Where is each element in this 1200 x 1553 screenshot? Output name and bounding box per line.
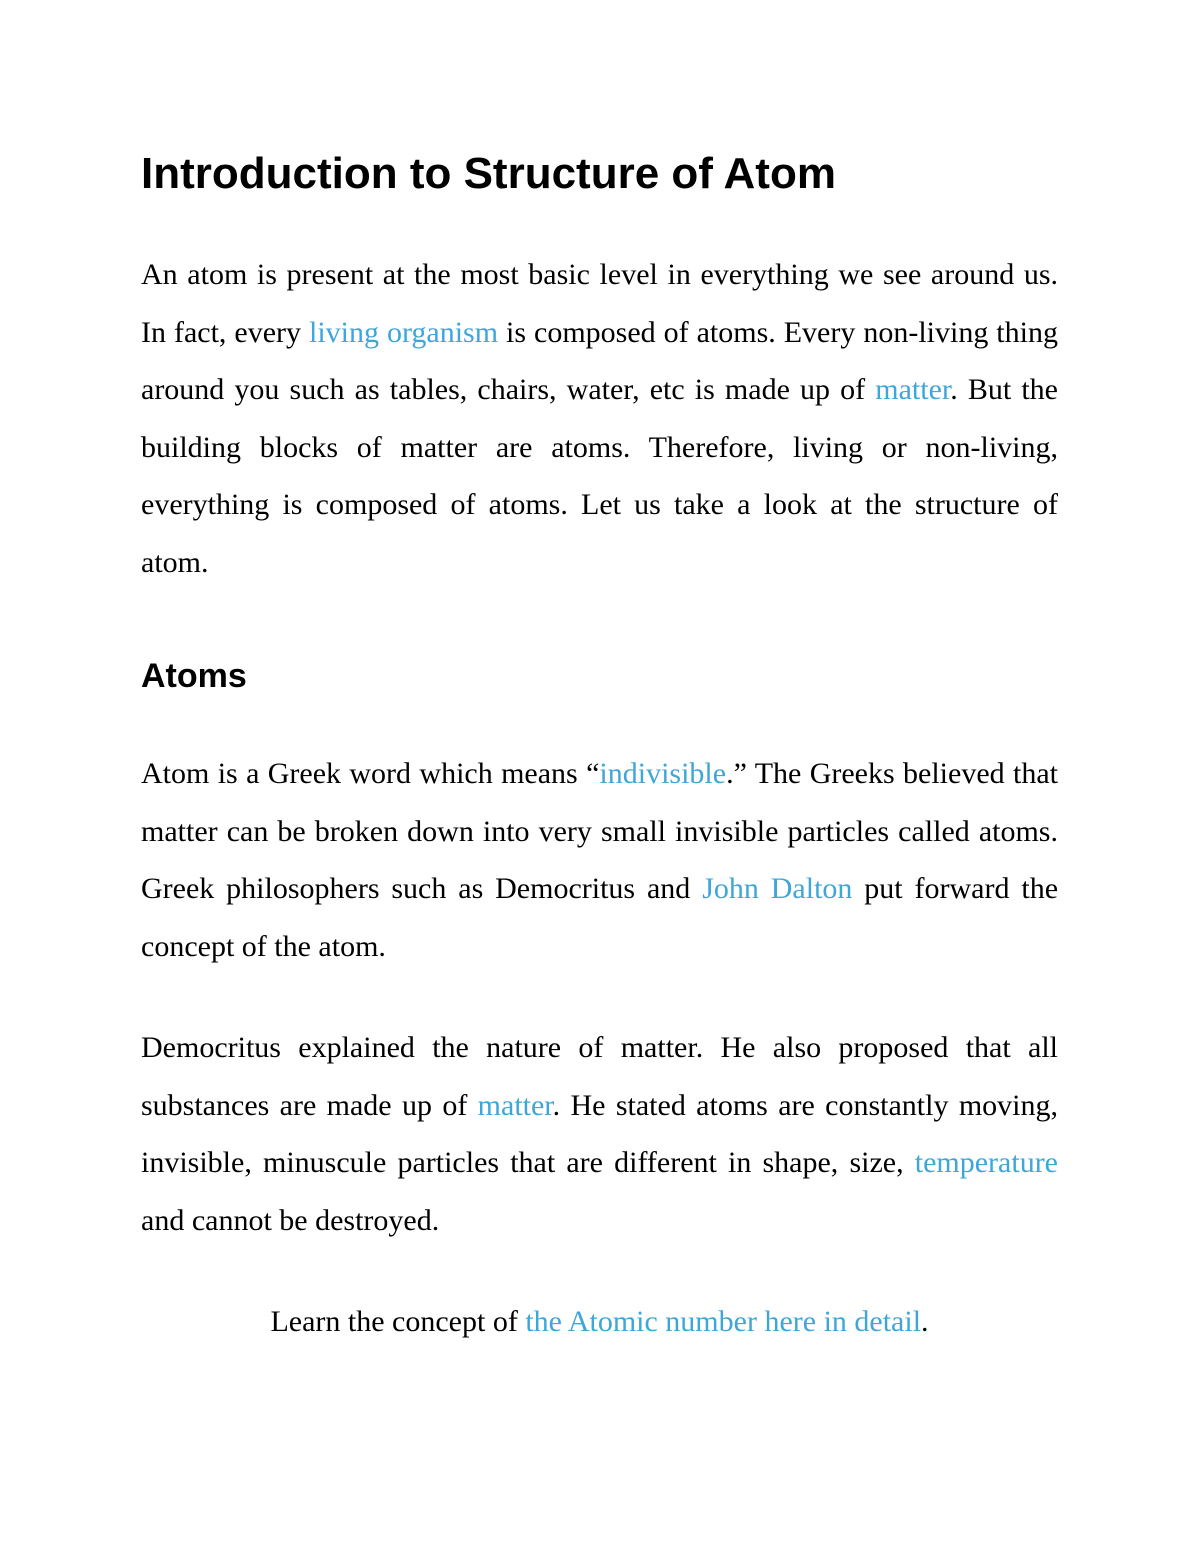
atoms-text-3: put forward the concept of the atom. — [141, 872, 1059, 963]
learn-more-text-2: . — [921, 1305, 929, 1338]
intro-text-3: . But the building blocks of matter are atoms. Therefore, living or non-living, everything is composed of atoms. Let us take a look at the structure of atom. — [141, 373, 1058, 579]
page-title: Introduction to Structure of Atom — [141, 149, 836, 198]
atoms-paragraph — [141, 745, 1058, 975]
john-dalton-link[interactable]: John Dalton — [702, 872, 853, 905]
democritus-text-3: and cannot be destroyed. — [141, 1203, 440, 1237]
democritus-text-2: . He stated atoms are constantly moving, invisible, minuscule particles that are different in shape, size, — [141, 1088, 1059, 1179]
temperature-link[interactable]: temperature — [914, 1146, 1058, 1179]
matter-link-2[interactable]: matter — [477, 1088, 553, 1122]
democritus-paragraph — [141, 1019, 1058, 1249]
intro-text-2: is composed of atoms. Every non-living thing around you such as tables, chairs, water, etc is made up of — [141, 315, 1058, 406]
intro-paragraph — [141, 246, 1058, 591]
living-organism-link[interactable]: living organism — [308, 315, 499, 349]
learn-more-text-1: Learn the concept of — [270, 1305, 526, 1338]
section-heading-atoms: Atoms — [141, 657, 247, 695]
democritus-text-1: Democritus explained the nature of matter. He also proposed that all substances are made up of — [141, 1031, 1058, 1122]
document-body — [141, 140, 1058, 1351]
atoms-text-1: Atom is a Greek word which means “ — [141, 757, 600, 790]
atomic-number-link[interactable]: the Atomic number here in detail — [525, 1305, 922, 1338]
learn-more-paragraph — [141, 1293, 1058, 1351]
matter-link[interactable]: matter — [875, 373, 951, 406]
atoms-text-2: .” The Greeks believed that matter can be broken down into very small invisible particles called atoms. Greek philosophers such as Democritus and — [141, 757, 1058, 905]
intro-text-1: An atom is present at the most basic level in everything we see around us. In fact, every — [141, 258, 1058, 349]
indivisible-link[interactable]: indivisible — [599, 757, 727, 790]
